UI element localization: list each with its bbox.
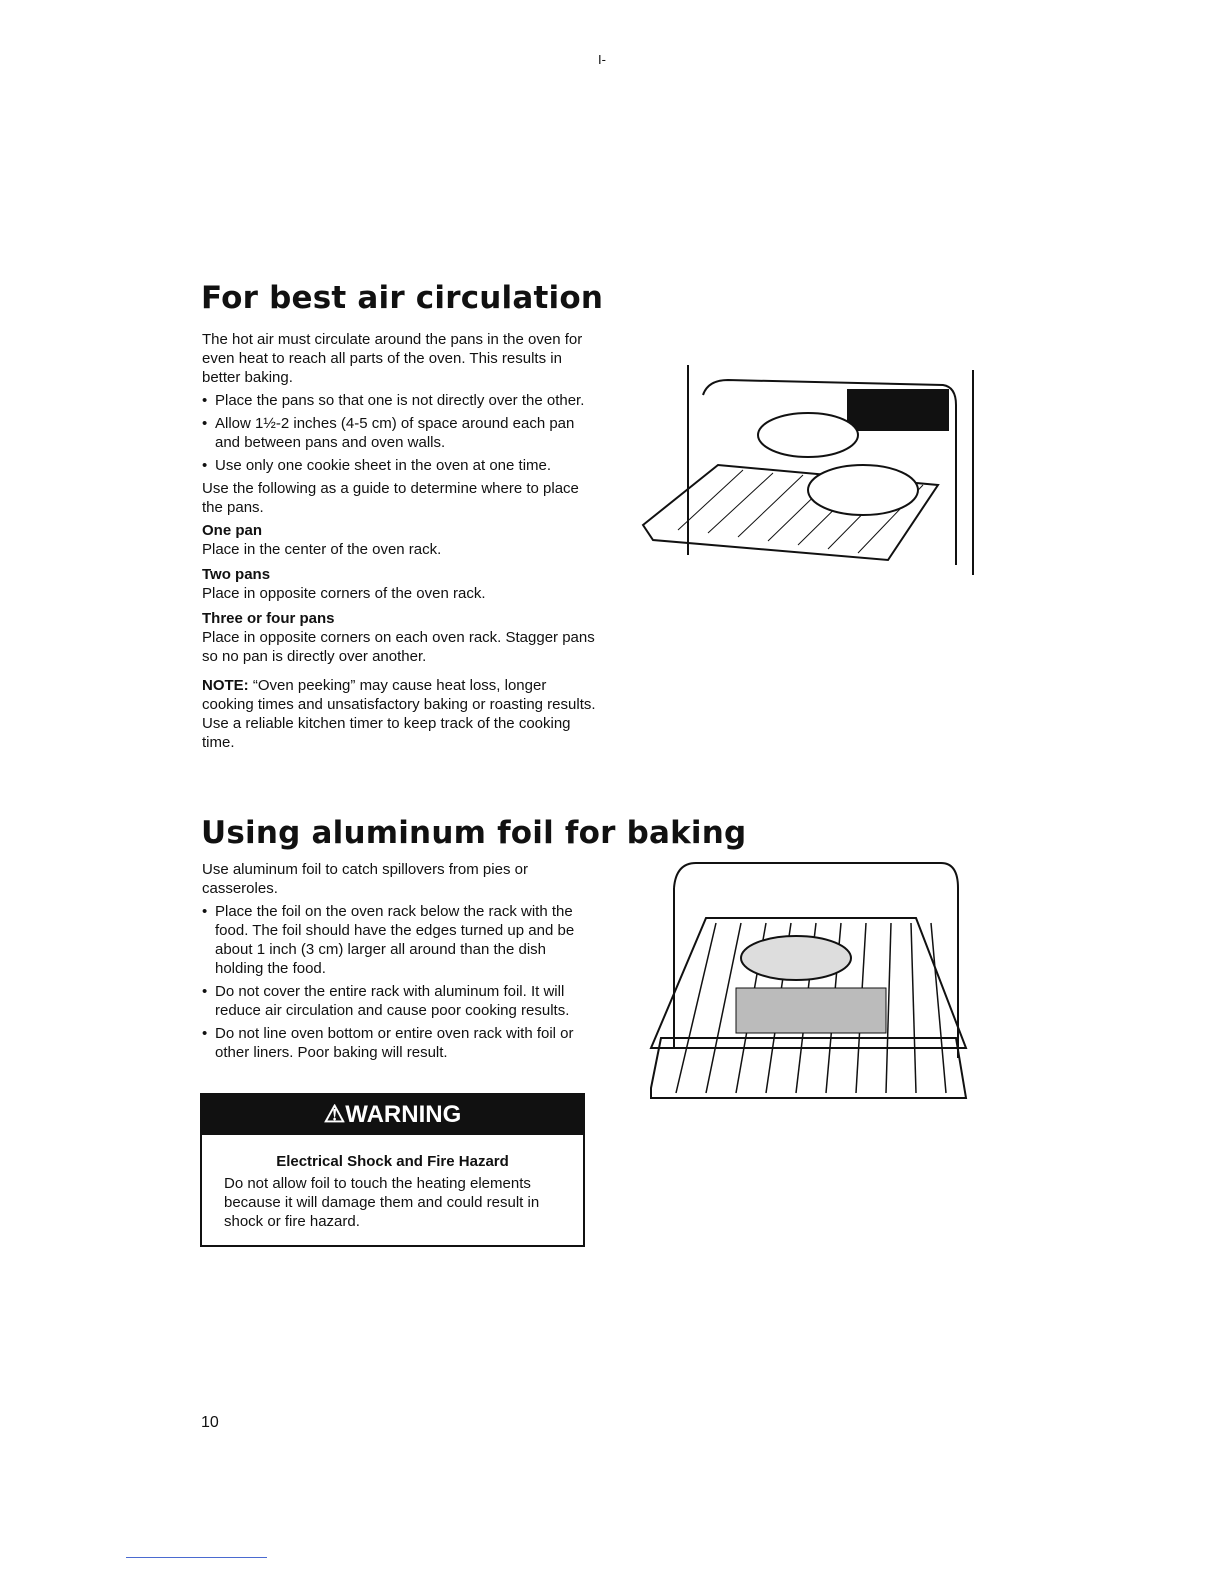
scan-mark: I- xyxy=(598,52,606,67)
case-text: Place in opposite corners of the oven rack. xyxy=(202,585,486,602)
bullet: • Use only one cookie sheet in the oven at one time. xyxy=(202,456,597,475)
bullet: • Allow 1½-2 inches (4-5 cm) of space around each pan and between pans and oven walls. xyxy=(202,414,597,452)
intro-text: The hot air must circulate around the pans in the oven for even heat to reach all parts of the oven. This results in better baking. xyxy=(202,331,583,386)
warning-box xyxy=(200,1093,585,1247)
intro-text: Use aluminum foil to catch spillovers from pies or casseroles. xyxy=(202,861,528,897)
warning-triangle-icon: ⚠ xyxy=(323,1101,346,1128)
warning-header xyxy=(202,1095,583,1135)
oven-rack-foil-illustration xyxy=(646,858,971,1106)
note-text: “Oven peeking” may cause heat loss, longer cooking times and unsatisfactory baking or roasting results. Use a reliable kitchen timer to keep track of the cooking time. xyxy=(202,677,596,751)
warning-title: Electrical Shock and Fire Hazard xyxy=(276,1153,509,1170)
bullet: • Do not cover the entire rack with aluminum foil. It will reduce air circulation and cause poor cooking results. xyxy=(202,982,597,1020)
note-label: NOTE: xyxy=(202,677,249,694)
warning-text: Do not allow foil to touch the heating elements because it will damage them and could result in shock or fire hazard. xyxy=(224,1175,540,1230)
case-text: Place in the center of the oven rack. xyxy=(202,541,442,558)
bullet: • Place the pans so that one is not directly over the other. xyxy=(202,391,597,410)
section-title-aluminum-foil: Using aluminum foil for baking xyxy=(201,815,747,851)
case-title: Two pans xyxy=(202,566,271,583)
warning-label: WARNING xyxy=(345,1101,462,1128)
aluminum-foil-body xyxy=(202,860,597,1066)
oven-rack-two-pans-illustration xyxy=(638,365,978,577)
bullet: • Do not line oven bottom or entire oven rack with foil or other liners. Poor baking will result. xyxy=(202,1024,597,1062)
air-circulation-body xyxy=(202,330,597,756)
page-number: 10 xyxy=(201,1414,219,1431)
case-title: One pan xyxy=(202,522,263,539)
divider xyxy=(126,1557,267,1558)
section-title-air-circulation: For best air circulation xyxy=(201,280,604,316)
case-title: Three or four pans xyxy=(202,610,335,627)
note xyxy=(202,676,597,752)
case-text: Place in opposite corners on each oven rack. Stagger pans so no pan is directly over another. xyxy=(202,629,595,665)
guide-text: Use the following as a guide to determine where to place the pans. xyxy=(202,480,579,516)
bullet: • Place the foil on the oven rack below the rack with the food. The foil should have the edges turned up and be about 1 inch (3 cm) larger all around than the dish holding the food. xyxy=(202,902,597,978)
